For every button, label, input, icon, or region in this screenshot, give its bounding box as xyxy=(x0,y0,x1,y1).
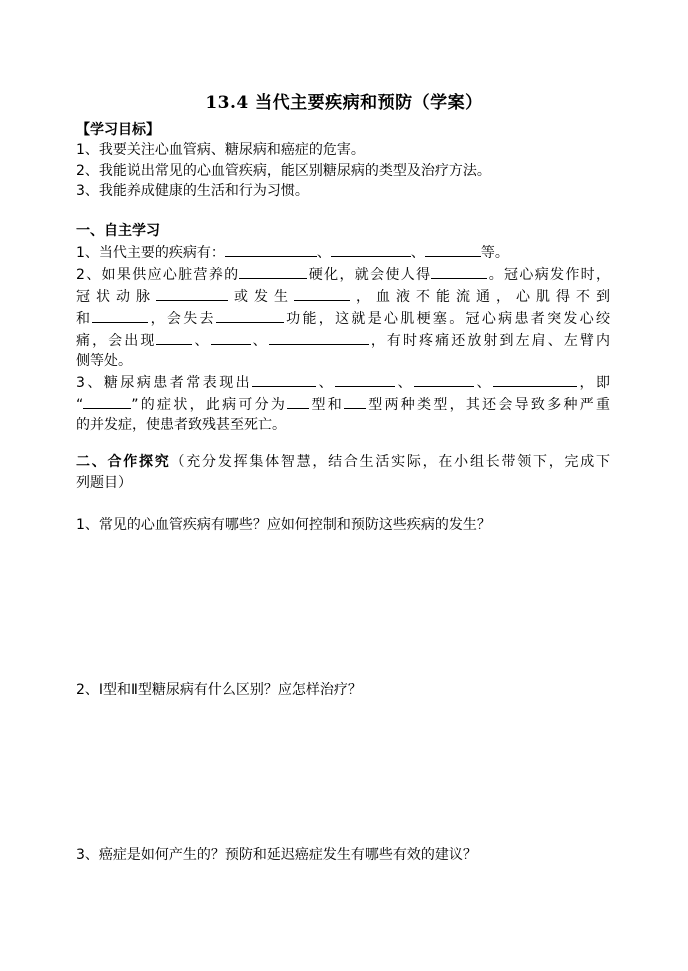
cooperative-note-1: （充分发挥集体智慧，结合生活实际，在小组长带领下，完成下 xyxy=(170,454,610,470)
q3-blank-5[interactable] xyxy=(83,393,131,409)
cooperative-heading-line xyxy=(76,452,610,472)
q1-blank-1[interactable] xyxy=(225,241,317,257)
self-study-heading: 一、自主学习 xyxy=(76,223,160,239)
q3-blank-6[interactable] xyxy=(287,393,309,409)
q3-blank-1[interactable] xyxy=(252,371,316,387)
q2-blank-2[interactable] xyxy=(431,263,487,279)
q2-text-9: 功能，这就是心肌梗塞。冠心病患者突发心绞 xyxy=(283,311,611,327)
self-study-q3-line-2 xyxy=(76,393,610,415)
q2-text-4: 冠状动脉 xyxy=(76,289,156,305)
answer-area-2[interactable] xyxy=(76,705,610,835)
q3-text-1: 3、糖尿病患者常表现出 xyxy=(76,375,253,391)
q2-blank-6[interactable] xyxy=(216,307,284,323)
q3-text-9: 型两种类型，其还会导致多种严重 xyxy=(366,397,611,413)
cooperative-question-2: 2、Ⅰ型和Ⅱ型糖尿病有什么区别？应怎样治疗？ xyxy=(76,682,362,698)
self-study-q2-line-4 xyxy=(76,329,610,351)
q3-blank-2[interactable] xyxy=(335,371,395,387)
self-study-q2-line-5: 侧等处。 xyxy=(76,353,132,369)
q1-prefix: 1、当代主要的疾病有： xyxy=(76,245,225,261)
cooperative-question-1: 1、常见的心血管疾病有哪些？应如何控制和预防这些疾病的发生？ xyxy=(76,517,491,533)
q1-blank-2[interactable] xyxy=(331,241,411,257)
cooperative-heading: 二、合作探究 xyxy=(76,454,171,470)
q3-text-6: “ xyxy=(76,397,84,413)
self-study-q3-line-3: 的并发症，使患者致残甚至死亡。 xyxy=(76,417,286,433)
self-study-q1 xyxy=(76,241,509,263)
q3-text-7: ”的症状，此病可分为 xyxy=(131,397,288,413)
q3-text-4: 、 xyxy=(474,375,494,391)
q2-blank-7[interactable] xyxy=(156,329,192,345)
q3-text-8: 型和 xyxy=(309,397,344,413)
q2-text-5: 或发生 xyxy=(228,289,294,305)
q1-suffix: 等。 xyxy=(480,245,509,261)
q3-text-5: ，即 xyxy=(577,375,611,391)
q2-text-12: 、 xyxy=(250,333,269,349)
q2-blank-9[interactable] xyxy=(269,329,369,345)
q3-blank-7[interactable] xyxy=(344,393,366,409)
q1-sep-1: 、 xyxy=(316,245,331,261)
cooperative-note-2: 列题目） xyxy=(76,475,132,491)
q2-blank-4[interactable] xyxy=(294,285,350,301)
cooperative-question-3: 3、癌症是如何产生的？预防和延迟癌症发生有哪些有效的建议？ xyxy=(76,847,477,863)
answer-area-1[interactable] xyxy=(76,540,610,670)
objective-item-1: 1、我要关注心血管病、糖尿病和癌症的危害。 xyxy=(76,142,365,158)
q2-text-8: ，会失去 xyxy=(148,311,216,327)
answer-area-3[interactable] xyxy=(76,870,610,960)
q2-text-6: ，血液不能流通，心肌得不到 xyxy=(350,289,610,305)
self-study-q2-line-1 xyxy=(76,263,610,285)
q2-text-13: ，有时疼痛还放射到左肩、左臂内 xyxy=(368,333,611,349)
self-study-q2-line-2 xyxy=(76,285,610,307)
q2-text-11: 、 xyxy=(192,333,211,349)
q1-sep-2: 、 xyxy=(410,245,425,261)
q2-blank-1[interactable] xyxy=(239,263,307,279)
q2-text-1: 2、如果供应心脏营养的 xyxy=(76,267,240,283)
q2-blank-5[interactable] xyxy=(92,307,148,323)
self-study-q2-line-3 xyxy=(76,307,610,329)
q3-blank-3[interactable] xyxy=(414,371,474,387)
objective-item-2: 2、我能说出常见的心血管疾病，能区别糖尿病的类型及治疗方法。 xyxy=(76,163,491,179)
q1-blank-3[interactable] xyxy=(425,241,481,257)
q2-text-2: 硬化，就会使人得 xyxy=(307,267,432,283)
q2-blank-8[interactable] xyxy=(211,329,251,345)
q2-text-3: 。冠心病发作时， xyxy=(487,267,610,283)
objective-item-3: 3、我能养成健康的生活和行为习惯。 xyxy=(76,183,309,199)
q2-blank-3[interactable] xyxy=(156,285,228,301)
q3-text-2: 、 xyxy=(316,375,336,391)
q3-blank-4[interactable] xyxy=(493,371,577,387)
q2-text-10: 痛，会出现 xyxy=(76,333,157,349)
objectives-heading: 【学习目标】 xyxy=(76,122,160,138)
self-study-q3-line-1 xyxy=(76,371,610,393)
q2-text-7: 和 xyxy=(76,311,93,327)
q3-text-3: 、 xyxy=(395,375,415,391)
page-title: 13.4 当代主要疾病和预防（学案） xyxy=(205,93,483,113)
